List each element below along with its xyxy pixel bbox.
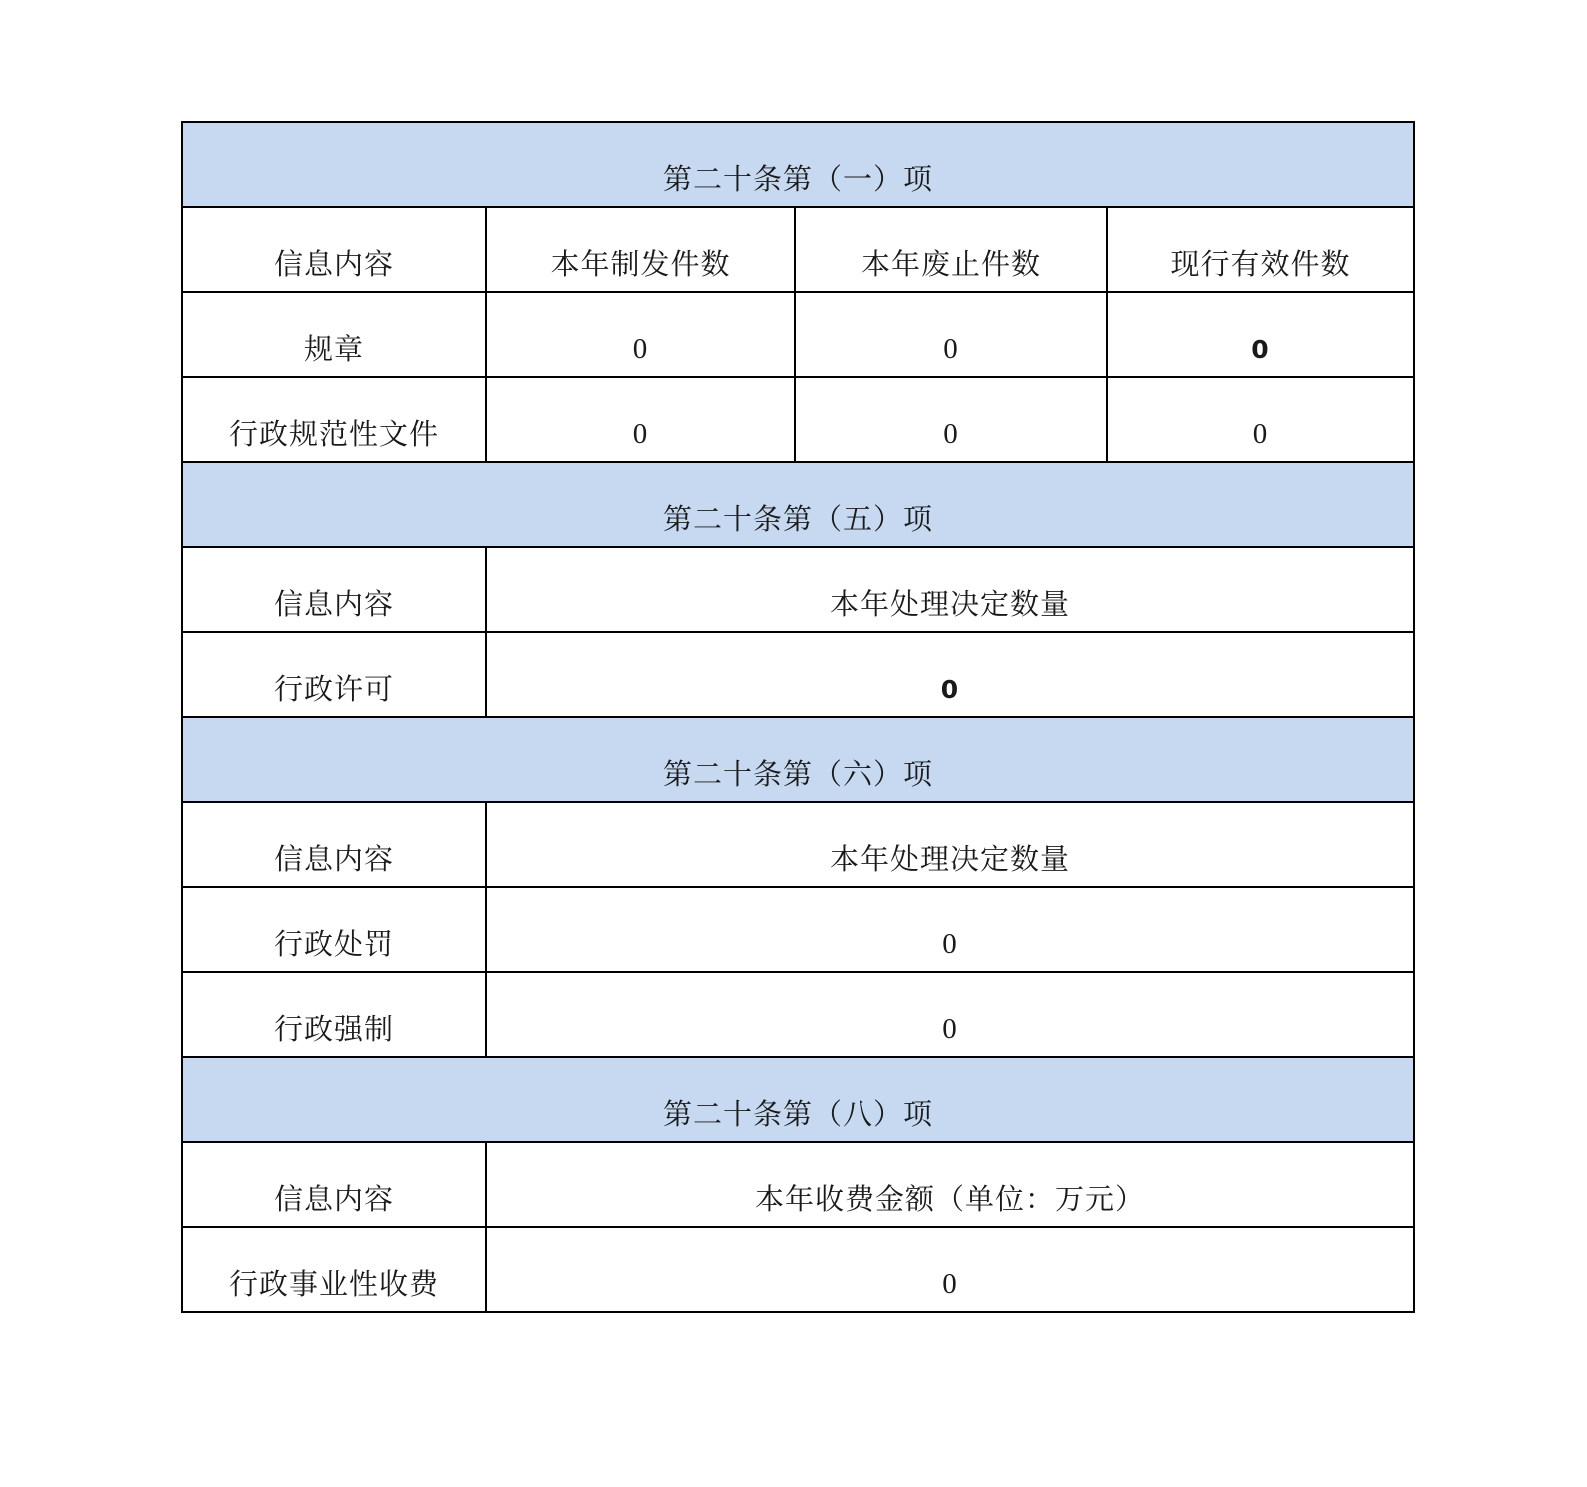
value-cell xyxy=(486,377,795,462)
section-title: 第二十条第（一）项 xyxy=(663,162,934,196)
value-cell xyxy=(486,972,1414,1057)
table-row xyxy=(182,292,1414,377)
fee-amount: 0 xyxy=(942,1268,958,1300)
header-info-content: 信息内容 xyxy=(273,1182,394,1216)
header-valid: 现行有效件数 xyxy=(1170,247,1351,281)
row-label-cell xyxy=(182,377,486,462)
value-cell xyxy=(486,632,1414,717)
row-label-cell xyxy=(182,972,486,1057)
value-cell xyxy=(795,292,1107,377)
issued-count: 0 xyxy=(632,418,649,450)
section-title-cell xyxy=(182,462,1414,547)
row-label: 行政规范性文件 xyxy=(228,417,439,451)
section-title-cell xyxy=(182,122,1414,207)
abolished-count: 0 xyxy=(943,418,959,450)
header-abolished: 本年废止件数 xyxy=(860,247,1041,281)
section-title: 第二十条第（八）项 xyxy=(663,1097,934,1131)
table-row xyxy=(182,1227,1414,1312)
column-header-row xyxy=(182,802,1414,887)
table-row xyxy=(182,972,1414,1057)
column-header-row xyxy=(182,207,1414,292)
section-header-row xyxy=(182,717,1414,802)
abolished-count: 0 xyxy=(943,333,959,365)
section-title: 第二十条第（五）项 xyxy=(663,502,934,536)
header-cell xyxy=(182,207,486,292)
section-title-cell xyxy=(182,717,1414,802)
row-label: 行政许可 xyxy=(273,672,394,706)
decision-count: 0 xyxy=(940,675,960,704)
valid-count: 0 xyxy=(1251,335,1270,364)
table-row xyxy=(182,632,1414,717)
header-decision-count: 本年处理决定数量 xyxy=(830,587,1071,621)
header-cell xyxy=(182,1142,486,1227)
column-header-row xyxy=(182,1142,1414,1227)
row-label: 规章 xyxy=(303,332,364,366)
value-cell xyxy=(486,292,795,377)
column-header-row xyxy=(182,547,1414,632)
header-cell xyxy=(486,207,795,292)
header-info-content: 信息内容 xyxy=(273,587,394,621)
section-header-row xyxy=(182,1057,1414,1142)
table-row xyxy=(182,887,1414,972)
header-cell xyxy=(486,802,1414,887)
row-label-cell xyxy=(182,292,486,377)
header-cell xyxy=(1107,207,1414,292)
row-label-cell xyxy=(182,887,486,972)
header-cell xyxy=(182,802,486,887)
header-issued: 本年制发件数 xyxy=(550,247,731,281)
row-label-cell xyxy=(182,1227,486,1312)
value-cell xyxy=(486,1227,1414,1312)
header-cell xyxy=(795,207,1107,292)
header-info-content: 信息内容 xyxy=(273,247,394,281)
table-row xyxy=(182,377,1414,462)
disclosure-table xyxy=(181,121,1415,1313)
valid-count: 0 xyxy=(1252,418,1269,450)
section-title: 第二十条第（六）项 xyxy=(663,757,934,791)
section-header-row xyxy=(182,462,1414,547)
issued-count: 0 xyxy=(632,333,649,365)
section-title-cell xyxy=(182,1057,1414,1142)
decision-count: 0 xyxy=(942,928,958,960)
header-cell xyxy=(486,547,1414,632)
header-fee-amount: 本年收费金额（单位：万元） xyxy=(755,1182,1146,1216)
row-label: 行政处罚 xyxy=(273,927,394,961)
header-decision-count: 本年处理决定数量 xyxy=(830,842,1071,876)
header-info-content: 信息内容 xyxy=(273,842,394,876)
value-cell xyxy=(486,887,1414,972)
header-cell xyxy=(182,547,486,632)
decision-count: 0 xyxy=(942,1013,958,1045)
value-cell xyxy=(1107,377,1414,462)
value-cell xyxy=(1107,292,1414,377)
row-label: 行政事业性收费 xyxy=(228,1267,439,1301)
row-label-cell xyxy=(182,632,486,717)
header-cell xyxy=(486,1142,1414,1227)
row-label: 行政强制 xyxy=(273,1012,394,1046)
value-cell xyxy=(795,377,1107,462)
section-header-row xyxy=(182,122,1414,207)
